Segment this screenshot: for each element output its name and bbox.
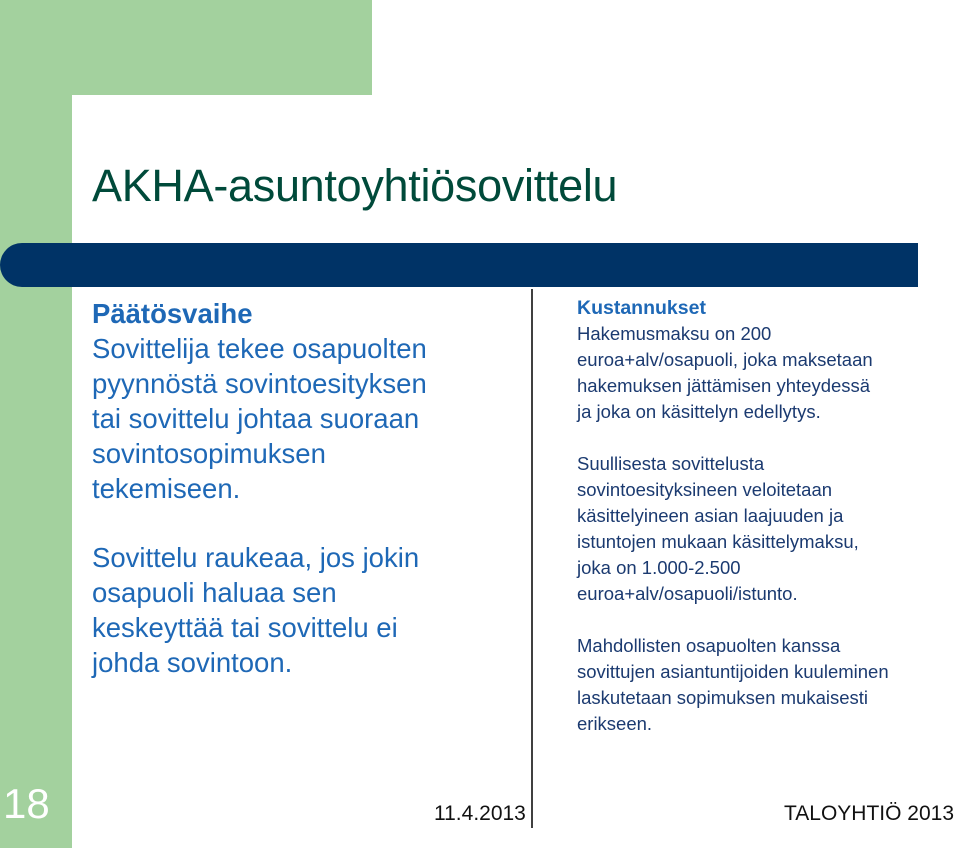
text-line: laskutetaan sopimuksen mukaisesti (577, 687, 869, 708)
left-heading: Päätösvaihe (92, 298, 253, 329)
title-underline-bar (0, 243, 918, 287)
text-line: euroa+alv/osapuoli, joka maksetaan (577, 349, 873, 370)
right-paragraph-1 (577, 321, 957, 425)
text-line: erikseen. (577, 713, 653, 734)
text-line: Sovittelija tekee osapuolten (92, 333, 427, 364)
text-line: keskeyttää tai sovittelu ei (92, 612, 398, 643)
right-paragraph-3 (577, 633, 957, 737)
text-line: sovintoesityksineen veloitetaan (577, 479, 833, 500)
text-line: pyynnöstä sovintoesityksen (92, 368, 427, 399)
text-line: sovintosopimuksen (92, 438, 326, 469)
text-line: Sovittelu raukeaa, jos jokin (92, 542, 420, 573)
text-line: istuntojen mukaan käsittelymaksu, (577, 531, 859, 552)
left-paragraph-2 (92, 540, 522, 680)
text-line: ja joka on käsittelyn edellytys. (577, 401, 821, 422)
green-side-band (0, 0, 72, 848)
text-line: Hakemusmaksu on 200 (577, 323, 772, 344)
text-line: sovittujen asiantuntijoiden kuuleminen (577, 661, 889, 682)
right-heading: Kustannukset (577, 297, 706, 319)
text-line: euroa+alv/osapuoli/istunto. (577, 583, 798, 604)
text-line: osapuoli haluaa sen (92, 577, 337, 608)
slide-title: AKHA-asuntoyhtiösovittelu (92, 160, 618, 211)
text-line: Suullisesta sovittelusta (577, 453, 765, 474)
text-line: Mahdollisten osapuolten kanssa (577, 635, 841, 656)
column-divider (531, 289, 533, 828)
text-line: tekemiseen. (92, 473, 241, 504)
footer-date: 11.4.2013 (434, 802, 526, 825)
slide-number: 18 (3, 780, 50, 827)
green-top-band (0, 0, 372, 95)
text-line: johda sovintoon. (92, 647, 293, 678)
right-column (577, 295, 957, 737)
text-line: tai sovittelu johtaa suoraan (92, 403, 420, 434)
left-column (92, 296, 522, 680)
left-paragraph-1 (92, 331, 522, 506)
right-paragraph-2 (577, 451, 957, 607)
text-line: joka on 1.000-2.500 (577, 557, 741, 578)
footer-event: TALOYHTIÖ 2013 (784, 802, 955, 825)
text-line: käsittelyineen asian laajuuden ja (577, 505, 844, 526)
text-line: hakemuksen jättämisen yhteydessä (577, 375, 871, 396)
